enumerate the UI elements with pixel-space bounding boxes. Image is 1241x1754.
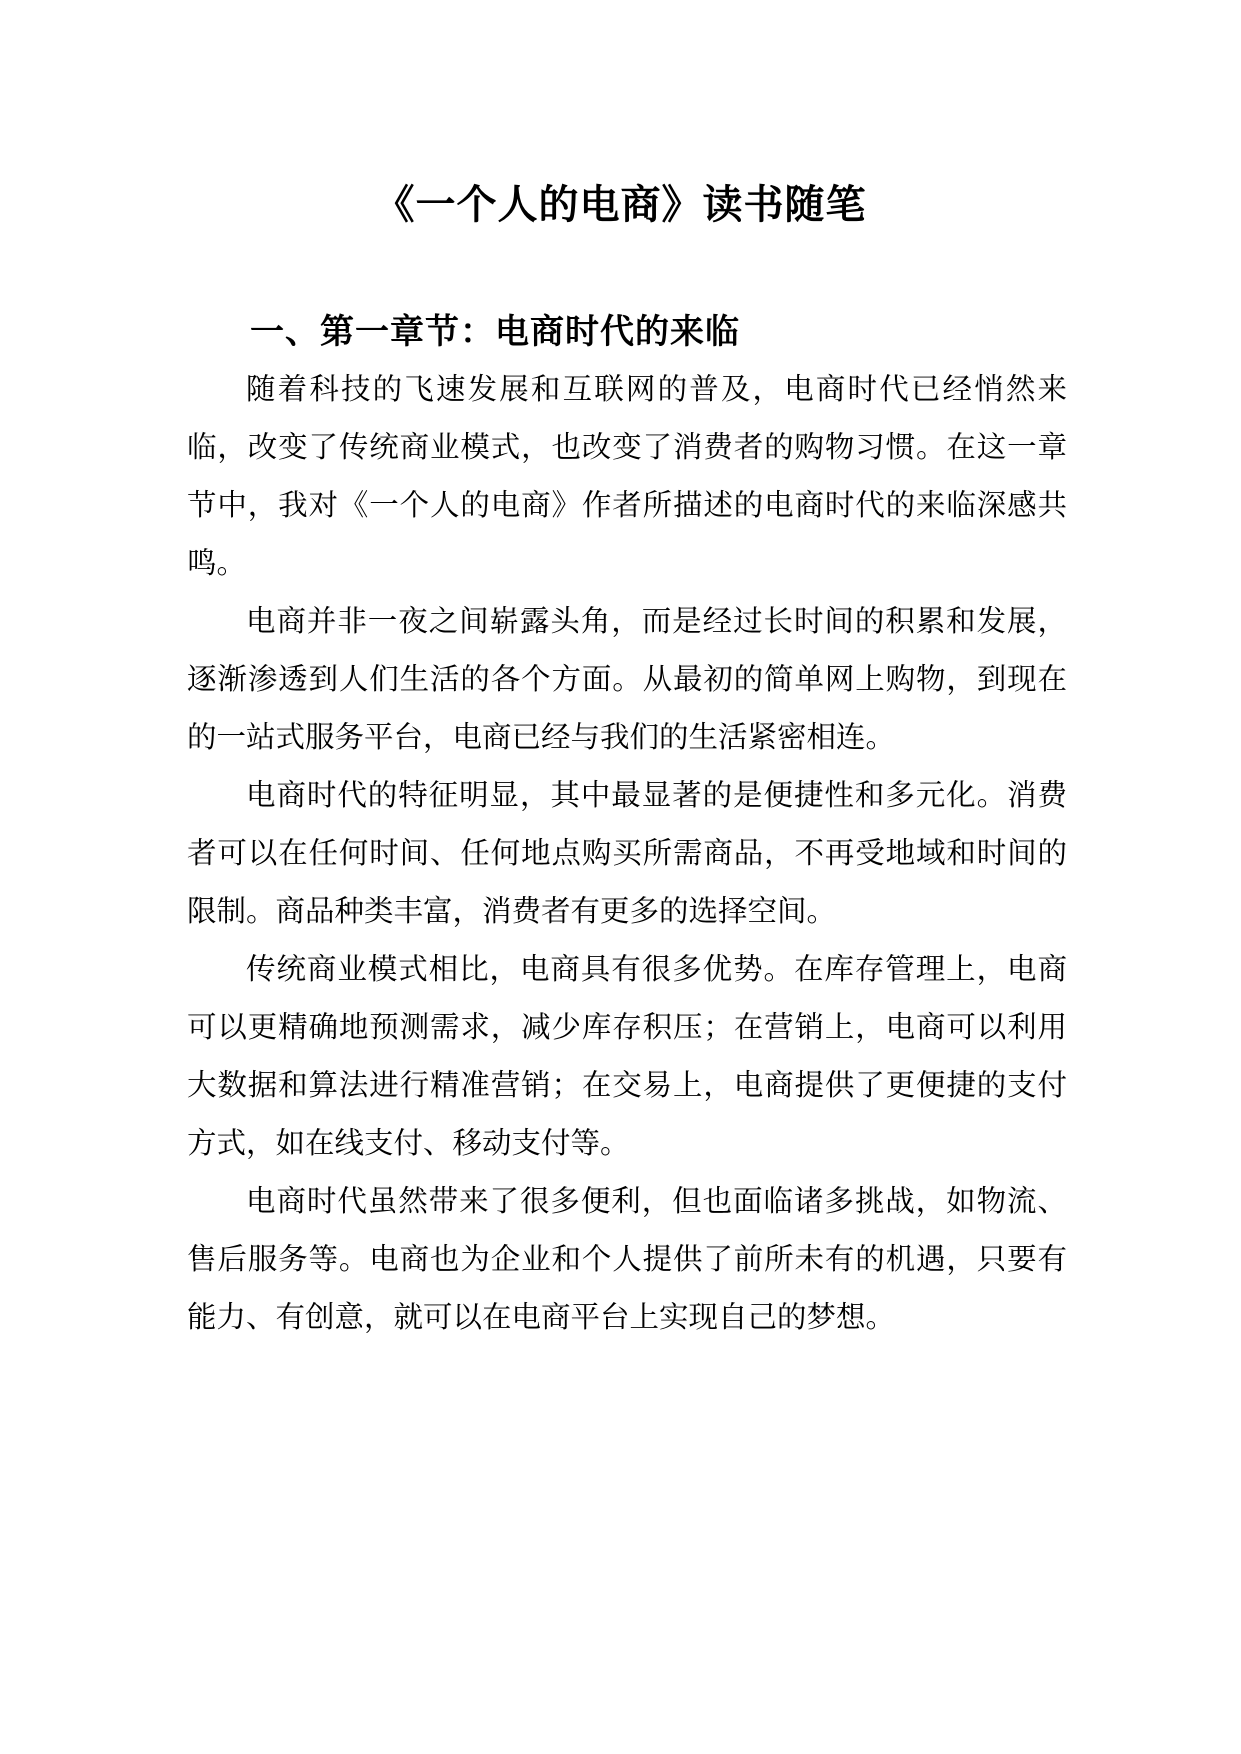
body-text	[187, 360, 1067, 1346]
document-title: 《一个人的电商》读书随笔	[374, 180, 867, 228]
paragraph: 电商时代的特征明显，其中最显著的是便捷性和多元化。消费者可以在任何时间、任何地点购买所需商品，不再受地域和时间的限制。商品种类丰富，消费者有更多的选择空间。	[187, 778, 1067, 928]
section-heading: 一、第一章节：电商时代的来临	[250, 312, 740, 353]
paragraph: 传统商业模式相比，电商具有很多优势。在库存管理上，电商可以更精确地预测需求，减少库存积压；在营销上，电商可以利用大数据和算法进行精准营销；在交易上，电商提供了更便捷的支付方式，如在线支付、移动支付等。	[187, 952, 1067, 1160]
paragraph: 随着科技的飞速发展和互联网的普及，电商时代已经悄然来临，改变了传统商业模式，也改变了消费者的购物习惯。在这一章节中，我对《一个人的电商》作者所描述的电商时代的来临深感共鸣。	[187, 372, 1067, 580]
paragraph: 电商时代虽然带来了很多便利，但也面临诸多挑战，如物流、售后服务等。电商也为企业和个人提供了前所未有的机遇，只要有能力、有创意，就可以在电商平台上实现自己的梦想。	[187, 1184, 1067, 1334]
paragraph: 电商并非一夜之间崭露头角，而是经过长时间的积累和发展，逐渐渗透到人们生活的各个方面。从最初的简单网上购物，到现在的一站式服务平台，电商已经与我们的生活紧密相连。	[187, 604, 1067, 754]
